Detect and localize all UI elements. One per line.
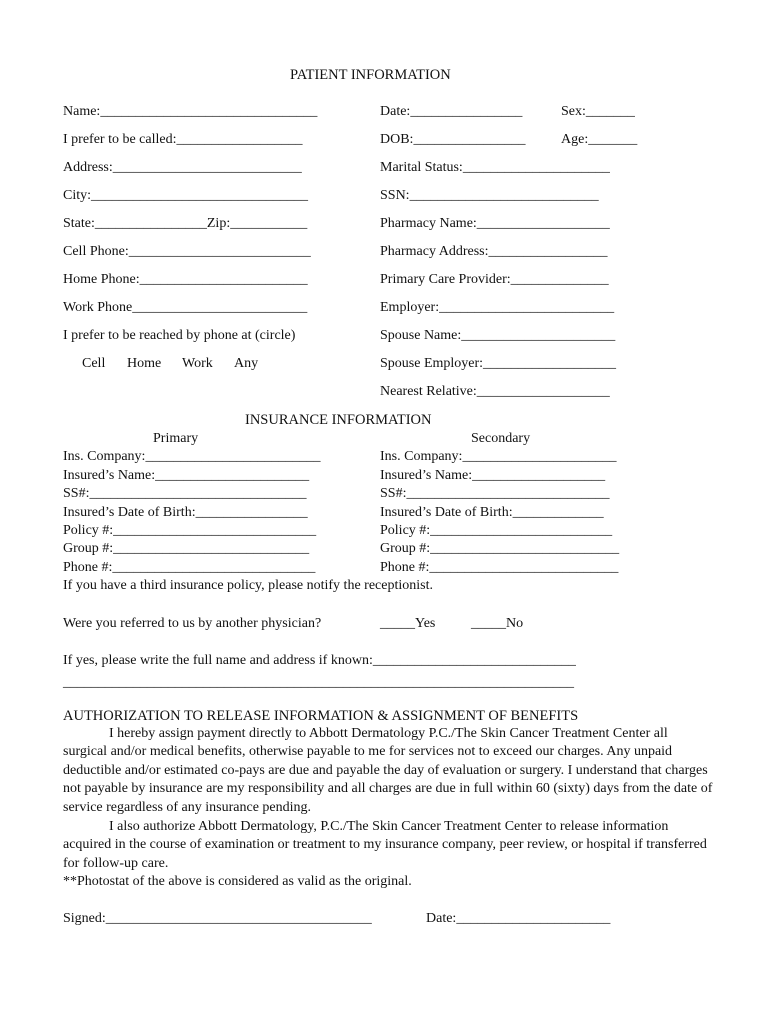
cell-phone-field[interactable]: Cell Phone:__________________________ (63, 244, 311, 259)
state-zip-field[interactable]: State:________________Zip:___________ (63, 216, 308, 231)
secondary-ins-company-field[interactable]: Ins. Company:______________________ (380, 449, 617, 464)
primary-group-field[interactable]: Group #:____________________________ (63, 541, 310, 556)
home-phone-field[interactable]: Home Phone:________________________ (63, 272, 308, 287)
primary-care-provider-field[interactable]: Primary Care Provider:______________ (380, 272, 609, 287)
referral-details-line[interactable]: _________________________________________________________________________ (63, 675, 574, 690)
secondary-phone-field[interactable]: Phone #:___________________________ (380, 560, 619, 575)
authorization-paragraph-2 (63, 818, 713, 873)
primary-ins-company-field[interactable]: Ins. Company:_________________________ (63, 449, 321, 464)
secondary-policy-field[interactable]: Policy #:__________________________ (380, 523, 613, 538)
age-field[interactable]: Age:_______ (561, 132, 638, 147)
pharmacy-name-field[interactable]: Pharmacy Name:___________________ (380, 216, 610, 231)
authorization-paragraph-2-text: I also authorize Abbott Dermatology, P.C./The Skin Cancer Treatment Center to release information acquired in the course of examination or treatment to my insurance company, peer review, or hospital if transferred for follow-up care. (63, 819, 707, 871)
address-field[interactable]: Address:___________________________ (63, 160, 302, 175)
nearest-relative-field[interactable]: Nearest Relative:___________________ (380, 384, 610, 399)
patient-info-heading: PATIENT INFORMATION (290, 67, 451, 83)
dob-field[interactable]: DOB:________________ (380, 132, 526, 147)
preferred-name-field[interactable]: I prefer to be called:__________________ (63, 132, 303, 147)
phone-option-any[interactable]: Any (234, 356, 259, 371)
sex-field[interactable]: Sex:_______ (561, 104, 635, 119)
insurance-info-heading: INSURANCE INFORMATION (245, 412, 432, 428)
primary-insured-name-field[interactable]: Insured’s Name:______________________ (63, 468, 310, 483)
authorization-paragraph-1-text: I hereby assign payment directly to Abbott Dermatology P.C./The Skin Cancer Treatment Center all surgical and/or medical benefits, otherwise payable to me for services not to exceed our charges. Any unpaid deductible and/or estimated co-pays are due and payable the day of evaluation or surgery. I understand that charges not payable by insurance are my responsibility and all charges are due in full within 60 (sixty) days from the date of service regardless of any insurance pending. (63, 726, 713, 815)
work-phone-field[interactable]: Work Phone_________________________ (63, 300, 308, 315)
pharmacy-address-field[interactable]: Pharmacy Address:_________________ (380, 244, 608, 259)
marital-status-field[interactable]: Marital Status:_____________________ (380, 160, 610, 175)
photostat-note: **Photostat of the above is considered as valid as the original. (63, 874, 412, 889)
secondary-ss-field[interactable]: SS#:_____________________________ (380, 486, 610, 501)
date-field[interactable]: Date:________________ (380, 104, 523, 119)
ssn-field[interactable]: SSN:___________________________ (380, 188, 599, 203)
primary-phone-field[interactable]: Phone #:_____________________________ (63, 560, 316, 575)
secondary-insured-name-field[interactable]: Insured’s Name:___________________ (380, 468, 606, 483)
signature-field[interactable]: Signed:______________________________________ (63, 911, 372, 926)
phone-option-cell[interactable]: Cell (82, 356, 106, 371)
primary-policy-field[interactable]: Policy #:_____________________________ (63, 523, 317, 538)
spouse-employer-field[interactable]: Spouse Employer:___________________ (380, 356, 617, 371)
primary-insurance-label: Primary (153, 431, 199, 446)
secondary-group-field[interactable]: Group #:___________________________ (380, 541, 620, 556)
referral-question: Were you referred to us by another physician? (63, 616, 322, 631)
phone-option-home[interactable]: Home (127, 356, 162, 371)
primary-insured-dob-field[interactable]: Insured’s Date of Birth:________________ (63, 505, 308, 520)
spouse-name-field[interactable]: Spouse Name:______________________ (380, 328, 616, 343)
city-field[interactable]: City:_______________________________ (63, 188, 309, 203)
authorization-heading: AUTHORIZATION TO RELEASE INFORMATION & ASSIGNMENT OF BENEFITS (63, 708, 579, 724)
secondary-insured-dob-field[interactable]: Insured’s Date of Birth:_____________ (380, 505, 604, 520)
referral-details-field[interactable]: If yes, please write the full name and address if known:_____________________________ (63, 653, 576, 668)
referral-no-option[interactable]: _____No (471, 616, 524, 631)
name-field[interactable]: Name:_______________________________ (63, 104, 318, 119)
phone-preference-label: I prefer to be reached by phone at (circle) (63, 328, 296, 343)
referral-yes-option[interactable]: _____Yes (380, 616, 436, 631)
third-policy-note: If you have a third insurance policy, please notify the receptionist. (63, 578, 433, 593)
signature-date-field[interactable]: Date:______________________ (426, 911, 611, 926)
primary-ss-field[interactable]: SS#:_______________________________ (63, 486, 307, 501)
phone-option-work[interactable]: Work (182, 356, 213, 371)
employer-field[interactable]: Employer:_________________________ (380, 300, 615, 315)
authorization-paragraph-1 (63, 725, 713, 817)
secondary-insurance-label: Secondary (471, 431, 531, 446)
